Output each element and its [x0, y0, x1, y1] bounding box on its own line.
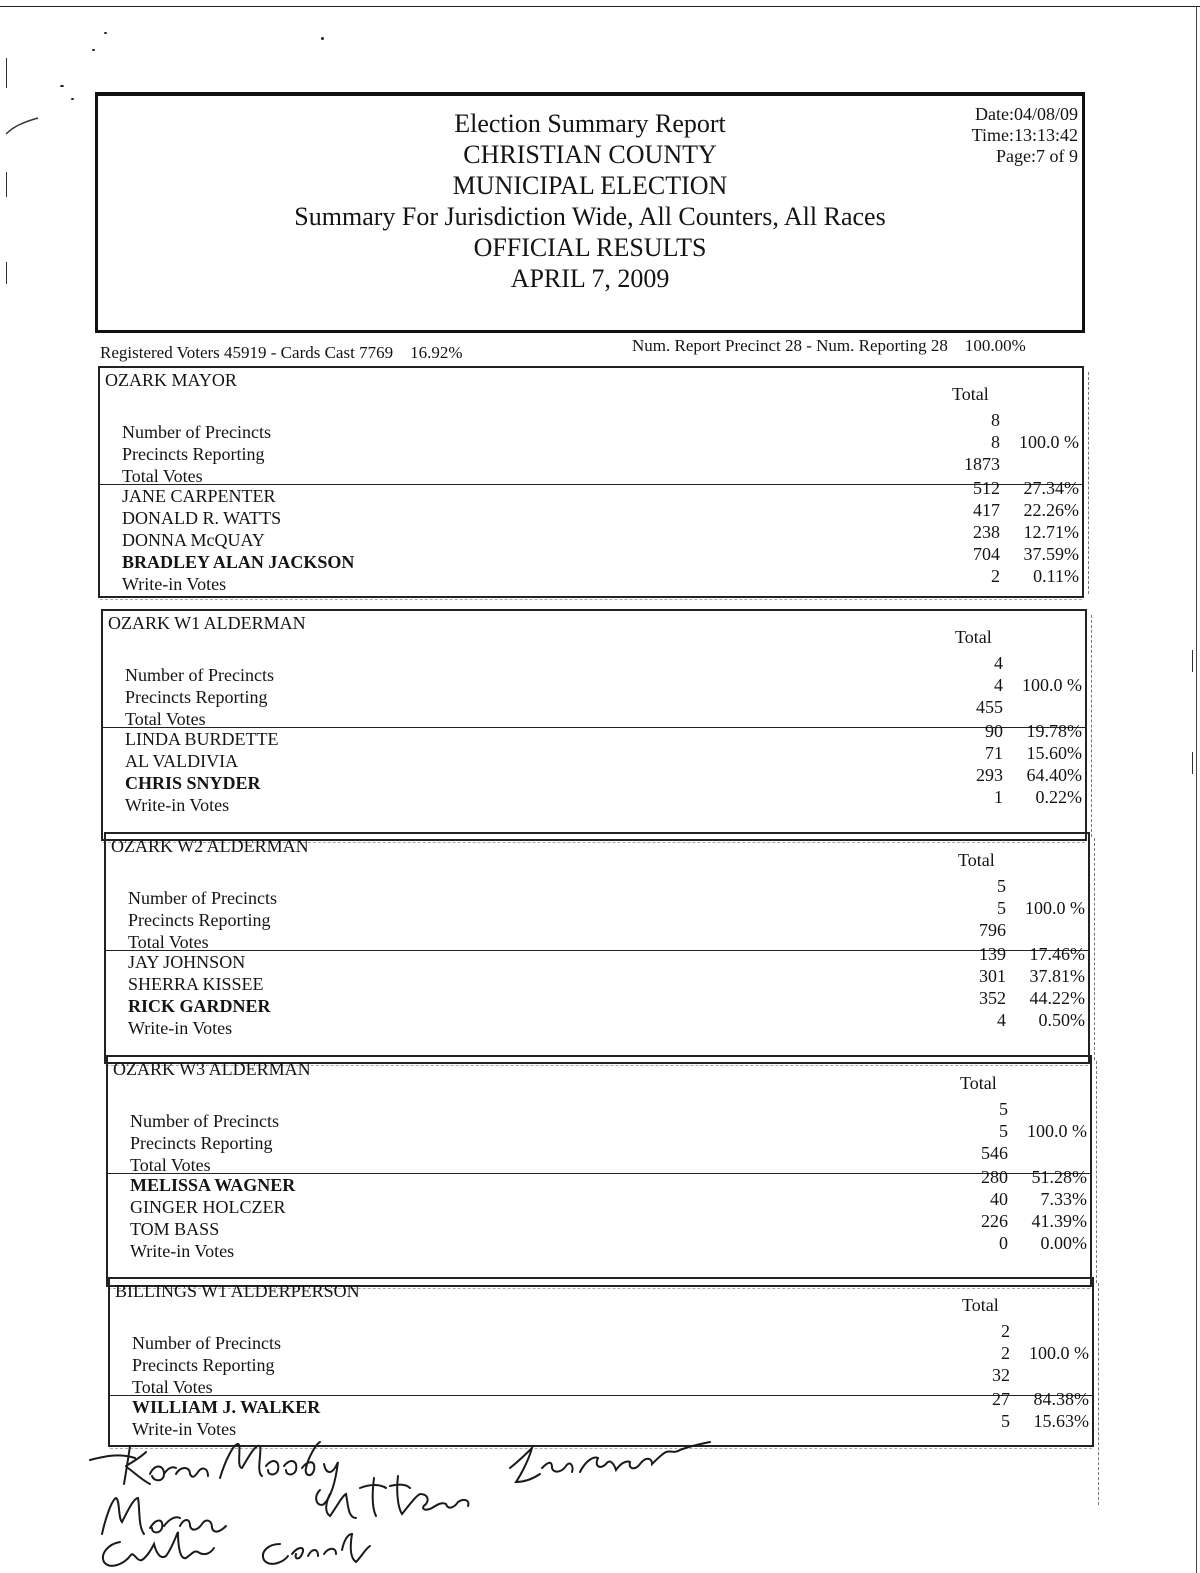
candidate-name: RICK GARDNER	[128, 996, 271, 1016]
write-in-votes: 5	[1001, 1411, 1010, 1431]
candidate-row	[108, 1167, 1090, 1197]
precincts-reporting-label: Precincts Reporting	[122, 444, 265, 464]
total-votes-label: Total Votes	[130, 1155, 211, 1175]
total-column-header: Total	[952, 384, 989, 404]
precinct-count: 5	[997, 876, 1006, 896]
candidate-pct: 15.60%	[1026, 743, 1082, 763]
write-in-row	[103, 787, 1085, 817]
total-votes: 32	[992, 1365, 1010, 1385]
total-votes-label: Total Votes	[128, 932, 209, 952]
precincts-reporting-pct: 100.0 %	[1025, 898, 1085, 918]
report-date: Date:04/08/09	[975, 104, 1078, 124]
total-votes: 546	[981, 1143, 1008, 1163]
candidate-votes: 139	[979, 944, 1006, 964]
race-box	[106, 1055, 1092, 1287]
candidate-row	[106, 944, 1088, 974]
signatures	[80, 1438, 740, 1573]
candidate-pct: 17.46%	[1029, 944, 1085, 964]
number-of-precincts-label: Number of Precincts	[132, 1333, 281, 1353]
page-edge-right	[1196, 6, 1197, 1573]
precincts-reporting-count: 2	[1001, 1343, 1010, 1363]
scan-margin-mark	[4, 116, 44, 136]
total-votes: 796	[979, 920, 1006, 940]
write-in-label: Write-in Votes	[130, 1241, 235, 1261]
precincts-reporting-count: 5	[997, 898, 1006, 918]
number-of-precincts-label: Number of Precincts	[125, 665, 274, 685]
candidate-votes: 40	[990, 1189, 1008, 1209]
election-name: MUNICIPAL ELECTION	[452, 171, 728, 200]
section-rule	[100, 484, 1082, 485]
candidate-row	[106, 988, 1088, 1018]
candidate-name: LINDA BURDETTE	[125, 729, 279, 749]
candidate-pct: 37.81%	[1029, 966, 1085, 986]
candidate-votes: 293	[976, 765, 1003, 785]
precinct-count: 2	[1001, 1321, 1010, 1341]
precincts-reporting-label: Precincts Reporting	[132, 1355, 275, 1375]
total-votes: 1873	[964, 454, 1000, 474]
page-edge-top	[0, 6, 1200, 7]
candidate-row	[100, 522, 1082, 552]
candidate-name: DONALD R. WATTS	[122, 508, 282, 528]
candidate-votes: 280	[981, 1167, 1008, 1187]
report-header	[95, 92, 1085, 333]
election-date: APRIL 7, 2009	[510, 264, 670, 293]
write-in-pct: 15.63%	[1033, 1411, 1089, 1431]
precincts-reporting-count: 4	[994, 675, 1003, 695]
precinct-count: 8	[991, 410, 1000, 430]
candidate-votes: 352	[979, 988, 1006, 1008]
total-votes-label: Total Votes	[122, 466, 203, 486]
precincts-reporting-label: Precincts Reporting	[128, 910, 271, 930]
candidate-row	[100, 478, 1082, 508]
county-name: CHRISTIAN COUNTY	[463, 140, 717, 169]
race-title: OZARK W2 ALDERMAN	[111, 836, 309, 856]
total-votes-label: Total Votes	[132, 1377, 213, 1397]
turnout-pct: 16.92%	[410, 343, 463, 362]
total-column-header: Total	[955, 627, 992, 647]
candidate-pct: 19.78%	[1026, 721, 1082, 741]
candidate-pct: 64.40%	[1026, 765, 1082, 785]
number-of-precincts-label: Number of Precincts	[128, 888, 277, 908]
race-title: OZARK W3 ALDERMAN	[113, 1059, 311, 1079]
candidate-row	[108, 1189, 1090, 1219]
candidate-pct: 37.59%	[1023, 544, 1079, 564]
write-in-row	[108, 1233, 1090, 1263]
candidate-name: TOM BASS	[130, 1219, 220, 1239]
candidate-pct: 51.28%	[1031, 1167, 1087, 1187]
precincts-reporting-pct: 100.0 %	[1019, 432, 1079, 452]
write-in-label: Write-in Votes	[128, 1018, 233, 1038]
number-of-precincts-label: Number of Precincts	[122, 422, 271, 442]
scan-margin-mark	[6, 172, 7, 197]
candidate-votes: 71	[985, 743, 1003, 763]
candidate-pct: 22.26%	[1023, 500, 1079, 520]
candidate-name: MELISSA WAGNER	[130, 1175, 296, 1195]
write-in-pct: 0.11%	[1033, 566, 1079, 586]
scan-noise	[1088, 372, 1091, 594]
precincts-reporting-pct: 100.0 %	[1027, 1121, 1087, 1141]
write-in-votes: 1	[994, 787, 1003, 807]
candidate-votes: 238	[973, 522, 1000, 542]
candidate-name: SHERRA KISSEE	[128, 974, 264, 994]
candidate-votes: 90	[985, 721, 1003, 741]
scan-speck	[321, 37, 324, 40]
precincts-reporting-label: Precincts Reporting	[130, 1133, 273, 1153]
results-status: OFFICIAL RESULTS	[473, 233, 707, 262]
write-in-pct: 0.22%	[1035, 787, 1082, 807]
header-meta	[972, 104, 1078, 167]
candidate-name: JAY JOHNSON	[128, 952, 246, 972]
candidate-name: DONNA McQUAY	[122, 530, 265, 550]
scan-margin-mark	[1192, 752, 1193, 774]
race-box	[104, 832, 1090, 1064]
candidate-row	[100, 544, 1082, 574]
precinct-count: 4	[994, 653, 1003, 673]
candidate-pct: 7.33%	[1040, 1189, 1087, 1209]
reporting-summary	[632, 336, 1026, 356]
race-box	[98, 366, 1084, 598]
race-box	[101, 609, 1087, 841]
candidate-row	[106, 966, 1088, 996]
write-in-votes: 0	[999, 1233, 1008, 1253]
scan-speck	[60, 85, 64, 87]
summary-scope: Summary For Jurisdiction Wide, All Counters, All Races	[294, 202, 886, 231]
write-in-label: Write-in Votes	[125, 795, 230, 815]
candidate-name: BRADLEY ALAN JACKSON	[122, 552, 355, 572]
section-rule	[108, 1173, 1090, 1174]
candidate-pct: 12.71%	[1023, 522, 1079, 542]
header-title-block	[98, 108, 1082, 294]
scan-speck	[71, 98, 74, 100]
candidate-name: WILLIAM J. WALKER	[132, 1397, 321, 1417]
candidate-row	[108, 1211, 1090, 1241]
candidate-votes: 27	[992, 1389, 1010, 1409]
scan-noise	[1094, 838, 1097, 1060]
section-rule	[106, 950, 1088, 951]
total-votes-label: Total Votes	[125, 709, 206, 729]
scan-noise	[1091, 615, 1094, 837]
total-votes: 455	[976, 697, 1003, 717]
scan-speck	[92, 49, 95, 51]
precincts-reporting-label: Precincts Reporting	[125, 687, 268, 707]
write-in-row	[100, 566, 1082, 596]
report-title: Election Summary Report	[454, 109, 726, 138]
scan-noise	[1096, 1061, 1099, 1283]
candidate-pct: 44.22%	[1029, 988, 1085, 1008]
write-in-label: Write-in Votes	[122, 574, 227, 594]
number-of-precincts-label: Number of Precincts	[130, 1111, 279, 1131]
candidate-pct: 27.34%	[1023, 478, 1079, 498]
candidate-votes: 704	[973, 544, 1000, 564]
scan-margin-mark	[6, 58, 7, 88]
candidate-votes: 301	[979, 966, 1006, 986]
candidate-row	[103, 743, 1085, 773]
scan-margin-mark	[1192, 650, 1193, 672]
registration-summary	[100, 343, 463, 363]
scan-margin-mark	[6, 262, 7, 284]
scan-speck	[104, 32, 107, 34]
candidate-name: GINGER HOLCZER	[130, 1197, 286, 1217]
candidate-votes: 417	[973, 500, 1000, 520]
race-title: BILLINGS W1 ALDERPERSON	[115, 1281, 360, 1301]
precincts-reporting-count: 8	[991, 432, 1000, 452]
candidate-pct: 41.39%	[1031, 1211, 1087, 1231]
race-box	[108, 1277, 1094, 1447]
section-rule	[103, 727, 1085, 728]
section-rule	[110, 1395, 1092, 1396]
precincts-reporting-pct: 100.0 %	[1022, 675, 1082, 695]
handwritten-signatures	[80, 1438, 740, 1573]
precinct-count: 5	[999, 1099, 1008, 1119]
candidate-row	[110, 1389, 1092, 1419]
candidate-row	[100, 500, 1082, 530]
registered-voters: Registered Voters 45919 - Cards Cast 7769	[100, 343, 394, 362]
candidate-name: AL VALDIVIA	[125, 751, 239, 771]
page-number: Page:7 of 9	[996, 146, 1078, 166]
write-in-pct: 0.00%	[1040, 1233, 1087, 1253]
candidate-row	[103, 765, 1085, 795]
candidate-name: CHRIS SNYDER	[125, 773, 261, 793]
precincts-reporting-pct: 100.0 %	[1029, 1343, 1089, 1363]
write-in-votes: 4	[997, 1010, 1006, 1030]
candidate-votes: 512	[973, 478, 1000, 498]
candidate-votes: 226	[981, 1211, 1008, 1231]
total-column-header: Total	[960, 1073, 997, 1093]
report-time: Time:13:13:42	[971, 125, 1078, 145]
precincts-reporting-count: 5	[999, 1121, 1008, 1141]
write-in-row	[106, 1010, 1088, 1040]
candidate-name: JANE CARPENTER	[122, 486, 276, 506]
race-title: OZARK W1 ALDERMAN	[108, 613, 306, 633]
candidate-row	[103, 721, 1085, 751]
scan-noise	[100, 599, 1082, 604]
write-in-pct: 0.50%	[1038, 1010, 1085, 1030]
write-in-label: Write-in Votes	[132, 1419, 237, 1439]
scan-noise	[1098, 1283, 1101, 1505]
reporting-pct: 100.00%	[964, 336, 1026, 355]
total-column-header: Total	[962, 1295, 999, 1315]
total-column-header: Total	[958, 850, 995, 870]
candidate-pct: 84.38%	[1033, 1389, 1089, 1409]
race-title: OZARK MAYOR	[105, 370, 237, 390]
write-in-votes: 2	[991, 566, 1000, 586]
precincts-reporting-summary: Num. Report Precinct 28 - Num. Reporting 28	[632, 336, 948, 355]
